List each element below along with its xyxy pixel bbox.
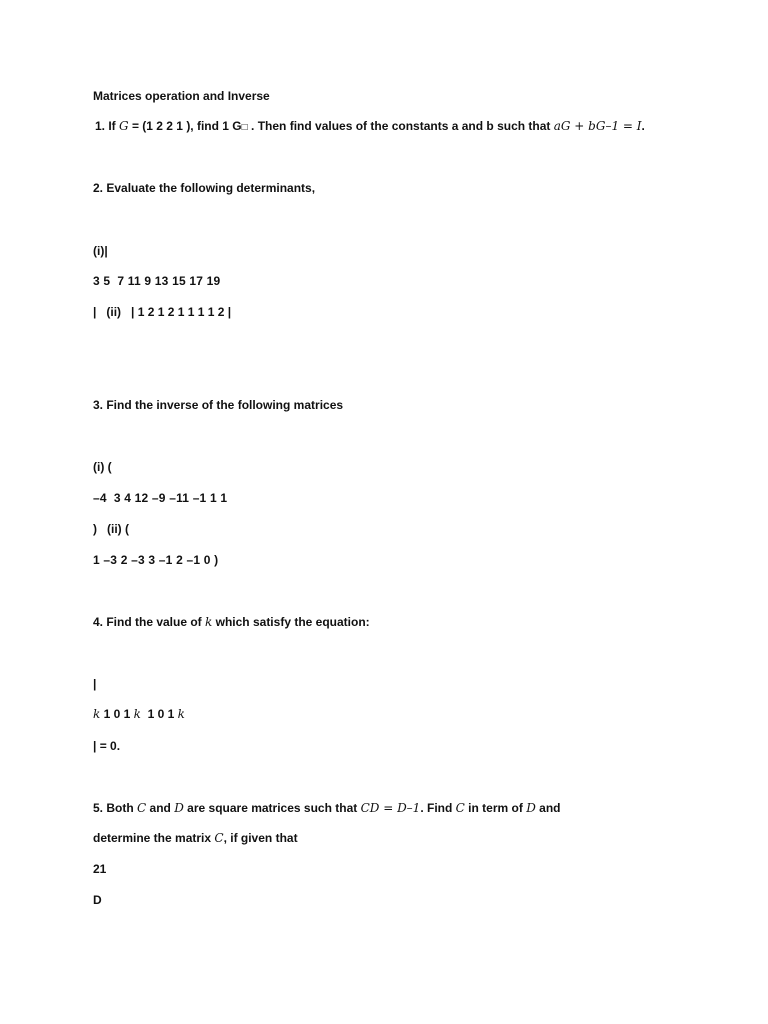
q4-prefix: 4. Find the value of: [93, 615, 206, 629]
q4-mid-2: 1 0 1: [140, 707, 178, 721]
q3-matrix-i-values: –4 3 4 12 –9 –11 –1 1 1: [93, 491, 228, 505]
q5-p1: 5. Both: [93, 801, 137, 815]
question-3-heading: 3. Find the inverse of the following matrices: [93, 398, 344, 412]
q4-k-1: k: [93, 707, 101, 721]
q5-p3: are square matrices such that: [183, 801, 361, 815]
question-2-heading: 2. Evaluate the following determinants,: [93, 181, 316, 195]
q5-p5: in term of: [464, 801, 527, 815]
question-5-line-1: [93, 800, 560, 816]
q4-suffix: which satisfy the equation:: [212, 615, 370, 629]
q5-p2: and: [146, 801, 175, 815]
q5-l2-prefix: determine the matrix: [93, 831, 215, 845]
q5-value: 21: [93, 862, 107, 876]
q4-mid-1: 1 0 1: [100, 707, 134, 721]
q5-c-1: C: [137, 801, 147, 815]
q5-equation: CD = D–1: [360, 801, 421, 815]
q5-c-2: C: [455, 801, 465, 815]
document-title: Matrices operation and Inverse: [93, 89, 270, 103]
q1-equation: aG + bG–1 = I: [553, 119, 642, 133]
q4-k-3: k: [177, 707, 185, 721]
question-5-line-2: [93, 830, 298, 846]
q2-part-i-label: (i)|: [93, 244, 108, 258]
q5-p4: . Find: [420, 801, 456, 815]
q4-bar-close: | = 0.: [93, 739, 121, 753]
q2-determinant-i-values: 3 5 7 11 9 13 15 17 19: [93, 274, 221, 288]
question-4: [93, 614, 370, 630]
q1-g-variable: G: [119, 119, 129, 133]
q1-end: .: [641, 119, 645, 133]
question-1: [95, 118, 645, 136]
q4-determinant-row: [93, 706, 185, 722]
q3-matrix-ii-values: 1 –3 2 –3 3 –1 2 –1 0 ): [93, 553, 219, 567]
q3-part-ii-label: ) (ii) (: [93, 522, 129, 536]
q3-part-i-label: (i) (: [93, 460, 112, 474]
q2-part-ii-line: | (ii) | 1 2 1 2 1 1 1 1 2 |: [93, 305, 232, 319]
q1-then-text: . Then find values of the constants a and b such that: [247, 119, 554, 133]
q4-k-variable: k: [205, 615, 213, 629]
q5-p6: and: [535, 801, 561, 815]
q4-k-2: k: [133, 707, 141, 721]
q1-missing-glyph-box: □: [241, 122, 248, 133]
q5-c-3: C: [214, 831, 224, 845]
q5-d-1: D: [174, 801, 184, 815]
q5-d-label: D: [93, 893, 102, 907]
q5-d-2: D: [526, 801, 536, 815]
q1-prefix: 1. If: [95, 119, 120, 133]
q4-bar-open: |: [93, 677, 97, 691]
q5-l2-suffix: , if given that: [223, 831, 298, 845]
q1-g-definition: = (1 2 2 1 ), find 1 G: [128, 119, 242, 133]
